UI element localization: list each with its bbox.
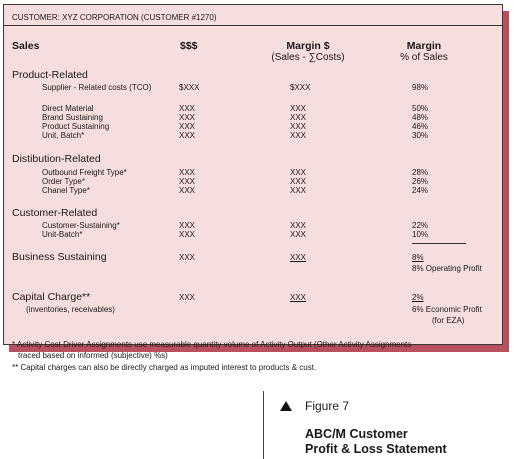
- figure-caption-line2: Profit & Loss Statement: [305, 442, 447, 456]
- row-supplier-dollars: $XXX: [179, 83, 200, 92]
- header-divider: [4, 25, 502, 26]
- business-dollars: XXX: [179, 253, 196, 262]
- footnote-1a: * Activity Cost Driver Assignments use measurable quantity volume of Activity Output (Other Activity Assignments: [12, 340, 412, 349]
- capital-pct: 2%: [412, 293, 424, 302]
- business-note: 8% Operating Profit: [412, 264, 482, 273]
- row-supplier-margin: $XXX: [290, 83, 311, 92]
- section-customer: Customer-Related: [12, 207, 98, 219]
- distribution-rows-dollars: XXX XXX XXX: [179, 168, 196, 195]
- business-pct: 8%: [412, 253, 424, 262]
- customer-rows-dollars: XXX XXX: [179, 221, 196, 239]
- distribution-rows-labels: Outbound Freight Type* Order Type* Chanel Type*: [42, 168, 127, 195]
- caption-divider: [263, 391, 264, 459]
- product-rows-margin: XXX XXX XXX XXX: [290, 104, 307, 140]
- customer-rows-margin: XXX XXX: [290, 221, 307, 239]
- section-business: Business Sustaining: [12, 251, 107, 263]
- product-rows-labels: Direct Material Brand Sustaining Product Sustaining Unit, Batch*: [42, 104, 110, 140]
- distribution-rows-margin: XXX XXX XXX: [290, 168, 307, 195]
- triangle-icon: [280, 401, 292, 411]
- customer-header: CUSTOMER: XYZ CORPORATION (CUSTOMER #1270): [12, 13, 217, 22]
- business-margin: XXX: [290, 253, 307, 262]
- col-margin-pct-sub: % of Sales: [400, 52, 448, 63]
- section-capital: Capital Charge**: [12, 291, 91, 303]
- col-dollars: $$$: [180, 40, 198, 52]
- product-rows-dollars: XXX XXX XXX XXX: [179, 104, 196, 140]
- pl-statement-panel: [3, 4, 503, 372]
- figure-label: Figure 7: [305, 399, 350, 413]
- capital-dollars: XXX: [179, 293, 196, 302]
- figure-caption-line1: ABC/M Customer: [305, 427, 408, 441]
- col-margin-sub: (Sales - ∑Costs): [271, 52, 345, 63]
- section-product: Product-Related: [12, 69, 88, 81]
- section-distribution: Distibution-Related: [12, 153, 101, 165]
- capital-note2: (for EZA): [432, 316, 465, 325]
- col-margin-pct: Margin: [406, 40, 442, 52]
- row-supplier-label: Supplier - Related costs (TCO): [42, 83, 152, 92]
- capital-margin: XXX: [290, 293, 307, 302]
- capital-sub: (inventories, receivables): [26, 305, 115, 314]
- figure-caption: [305, 427, 447, 457]
- col-sales: Sales: [12, 40, 40, 52]
- customer-rows-pct: 22% 10%: [412, 221, 429, 239]
- capital-note: 6% Economic Profit: [412, 305, 482, 314]
- subtotal-rule: [412, 243, 466, 244]
- col-margin: Margin $: [286, 40, 330, 52]
- product-rows-pct: 50% 48% 46% 30%: [412, 104, 429, 140]
- footnote-2: ** Capital charges can also be directly charged as imputed interest to products & cust.: [12, 363, 317, 372]
- distribution-rows-pct: 28% 26% 24%: [412, 168, 429, 195]
- footnote-1b: traced based on informed (subjective) %s): [18, 351, 168, 360]
- customer-rows-labels: Customer-Sustaining* Unit-Batch*: [42, 221, 120, 239]
- row-supplier-pct: 98%: [412, 83, 429, 92]
